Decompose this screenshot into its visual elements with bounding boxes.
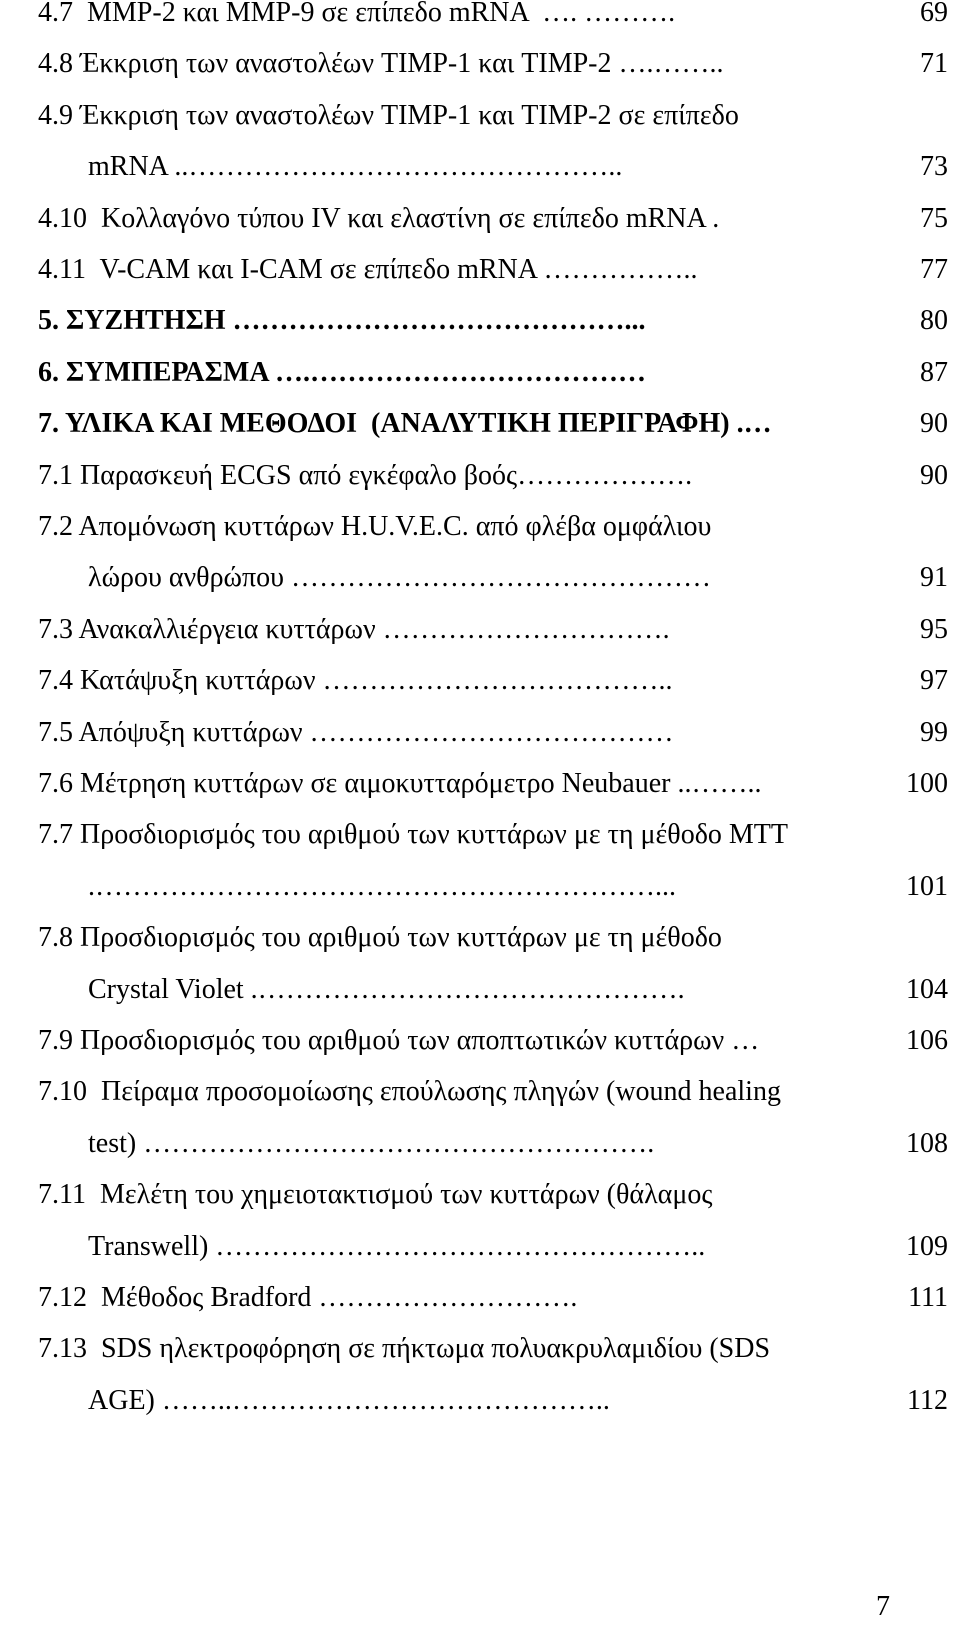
toc-entry-text: 7.10 Πείραμα προσομοίωσης επούλωσης πληγών (wound healing — [38, 1076, 781, 1107]
toc-entry-text: test) ………………………………………………. — [88, 1128, 655, 1159]
toc-entry-text: 7.9 Προσδιορισμός του αριθμού των αποπτωτικών κυττάρων … — [38, 1025, 760, 1056]
toc-entry-page: 101 — [906, 871, 948, 902]
toc-entry-page: 106 — [906, 1025, 948, 1056]
toc-entry-text: 5. ΣΥΖΗΤΗΣΗ ……………………………………... — [38, 305, 646, 336]
toc-entry-text: 7.4 Κατάψυξη κυττάρων ……………………………….. — [38, 665, 673, 696]
toc-entry-page: 111 — [908, 1282, 948, 1313]
toc-entry-page: 75 — [920, 203, 948, 234]
toc-entry-text: 4.9 Έκκριση των αναστολέων TIMP-1 και TIMP-2 σε επίπεδο — [38, 100, 739, 131]
toc-entry-text: 7.6 Μέτρηση κυττάρων σε αιμοκυτταρόμετρο Neubauer ..…….. — [38, 768, 762, 799]
toc-entry-text: AGE) ……..………………………………….. — [88, 1385, 610, 1416]
toc-entry-text: 4.10 Κολλαγόνο τύπου IV και ελαστίνη σε επίπεδο mRNA . — [38, 203, 720, 234]
toc-entry-text: 7.2 Απομόνωση κυττάρων H.U.V.E.C. από φλέβα ομφάλιου — [38, 511, 712, 542]
toc-entry-page: 100 — [906, 768, 948, 799]
toc-entry-page: 95 — [920, 614, 948, 645]
toc-entry-page: 77 — [920, 254, 948, 285]
toc-entry-text: 4.7 MMP-2 και MMP-9 σε επίπεδο mRNA …. ………. — [38, 0, 676, 28]
toc-entry-text: 4.11 V-CAM και I-CAM σε επίπεδο mRNA …………….. — [38, 254, 698, 285]
toc-entry-text: 4.8 Έκκριση των αναστολέων TIMP-1 και TIMP-2 ….…….. — [38, 48, 724, 79]
toc-entry-text: 7.11 Μελέτη του χημειοτακτισμού των κυττάρων (θάλαμος — [38, 1179, 713, 1210]
toc-entry-text: Transwell) …………………………………………….. — [88, 1231, 706, 1262]
toc-entry-page: 108 — [906, 1128, 948, 1159]
toc-entry-page: 71 — [920, 48, 948, 79]
toc-entry-page: 104 — [906, 974, 948, 1005]
toc-entry-page: 69 — [920, 0, 948, 28]
page-number: 7 — [876, 1591, 890, 1622]
toc-entry-text: 7.12 Μέθοδος Bradford ………………………. — [38, 1282, 578, 1313]
toc-entry-page: 99 — [920, 717, 948, 748]
toc-entry-text: 7.13 SDS ηλεκτροφόρηση σε πήκτωμα πολυακρυλαμιδίου (SDS — [38, 1333, 771, 1364]
toc-entry-text: 7. ΥΛΙΚΑ ΚΑΙ ΜΕΘΟΔΟΙ (ΑΝΑΛΥΤΙΚΗ ΠΕΡΙΓΡΑΦΗ) .… — [38, 408, 772, 439]
toc-entry-text: 7.5 Απόψυξη κυττάρων ………………………………… — [38, 717, 674, 748]
toc-entry-page: 112 — [907, 1385, 948, 1416]
toc-entry-page: 87 — [920, 357, 948, 388]
toc-entry-text: 7.7 Προσδιορισμός του αριθμού των κυττάρων με τη μέθοδο MTT — [38, 819, 788, 850]
toc-entry-page: 90 — [920, 460, 948, 491]
toc-entry-page: 91 — [920, 562, 948, 593]
toc-entry-text: 7.1 Παρασκευή ECGS από εγκέφαλο βοός………………. — [38, 460, 693, 491]
toc-entry-text: λώρου ανθρώπου ……………………………………… — [88, 562, 711, 593]
toc-entry-text: 7.3 Ανακαλλιέργεια κυττάρων …………………………. — [38, 614, 670, 645]
toc-entry-page: 90 — [920, 408, 948, 439]
toc-entry-page: 73 — [920, 151, 948, 182]
toc-entry-text: 7.8 Προσδιορισμός του αριθμού των κυττάρων με τη μέθοδο — [38, 922, 722, 953]
toc-entry-page: 80 — [920, 305, 948, 336]
toc-entry-page: 109 — [906, 1231, 948, 1262]
toc-entry-text: Crystal Violet .………………………………………. — [88, 974, 685, 1005]
toc-entry-text: 6. ΣΥΜΠΕΡΑΣΜΑ ….……………………………… — [38, 357, 647, 388]
toc-entry-text: mRNA ..……………………………………….. — [88, 151, 623, 182]
toc-entry-page: 97 — [920, 665, 948, 696]
toc-entry-text: .……………………………………………………... — [88, 871, 676, 902]
